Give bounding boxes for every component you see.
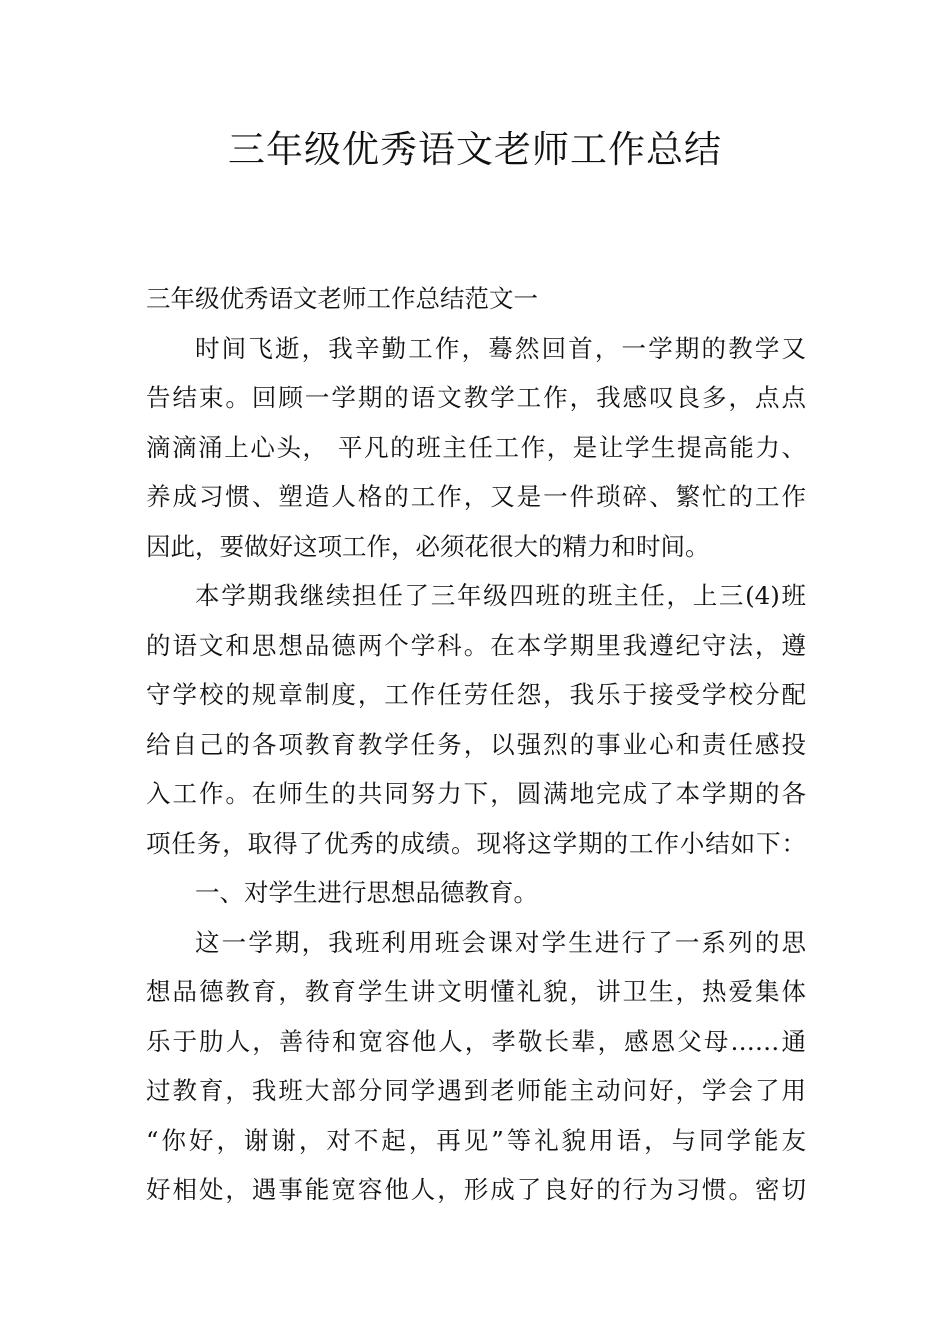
paragraph-line: 好相处，遇事能宽容他人，形成了良好的行为习惯。密切 <box>146 1175 806 1204</box>
paragraph-line: 入工作。在师生的共同努力下，圆满地完成了本学期的各 <box>146 779 806 808</box>
paragraph-line: 守学校的规章制度，工作任劳任怨，我乐于接受学校分配 <box>146 680 806 709</box>
paragraph-line: 这一学期，我班利用班会课对学生进行了一系列的思 <box>195 927 806 957</box>
paragraph-line: 因此，要做好这项工作，必须花很大的精力和时间。 <box>146 531 710 561</box>
paragraph-line: 的语文和思想品德两个学科。在本学期里我遵纪守法，遵 <box>146 630 806 660</box>
paragraph-line: 项任务，取得了优秀的成绩。现将这学期的工作小结如下： <box>146 828 806 858</box>
paragraph-line: 告结束。回顾一学期的语文教学工作，我感叹良多，点点 <box>146 383 806 412</box>
paragraph-line: 乐于肋人，善待和宽容他人，孝敬长辈，感恩父母……通 <box>146 1026 806 1056</box>
section-heading: 三年级优秀语文老师工作总结范文一 <box>146 284 538 313</box>
document-body <box>146 274 806 1215</box>
paragraph-line: 时间飞逝，我辛勤工作，蓦然回首，一学期的教学又 <box>195 333 806 363</box>
paragraph-line: 养成习惯、塑造人格的工作，又是一件琐碎、繁忙的工作 <box>146 482 806 511</box>
paragraph-line: “你好，谢谢，对不起，再见”等礼貌用语，与同学能友 <box>146 1125 806 1155</box>
paragraph-line: 滴滴涌上心头， 平凡的班主任工作，是让学生提高能力、 <box>146 432 806 462</box>
document-title: 三年级优秀语文老师工作总结 <box>228 128 722 171</box>
paragraph-line: 想品德教育，教育学生讲文明懂礼貌，讲卫生，热爱集体 <box>146 977 806 1006</box>
subsection-heading: 一、对学生进行思想品德教育。 <box>195 878 538 907</box>
paragraph-line: 本学期我继续担任了三年级四班的班主任，上三(4)班 <box>195 581 806 610</box>
paragraph-line: 给自己的各项教育教学任务，以强烈的事业心和责任感投 <box>146 729 806 759</box>
paragraph-line: 过教育，我班大部分同学遇到老师能主动问好，学会了用 <box>146 1076 806 1105</box>
